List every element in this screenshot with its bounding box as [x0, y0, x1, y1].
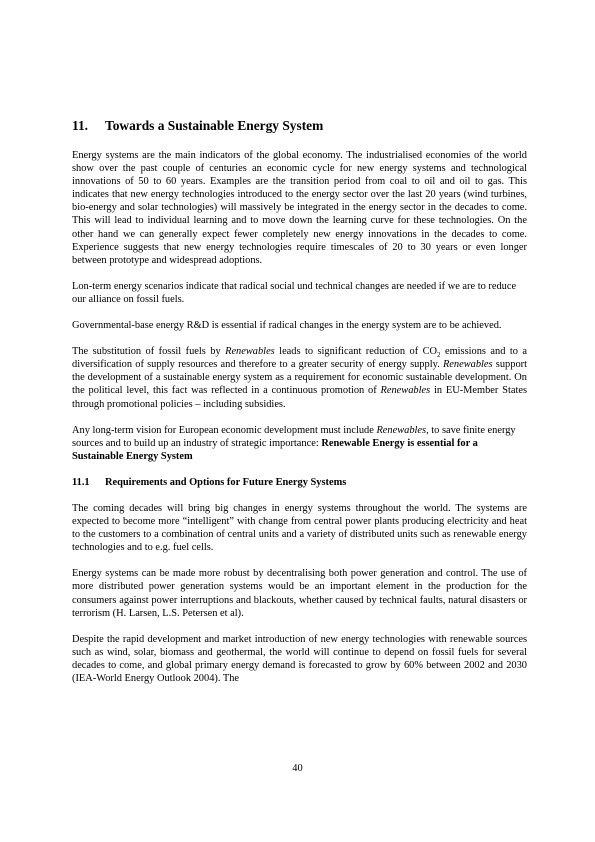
paragraph-substitution	[72, 345, 527, 410]
page-number: 40	[292, 763, 303, 774]
renewables-term: Renewables	[376, 424, 427, 436]
text-run: Any long-term vision for European economic development must include	[72, 424, 377, 436]
subsection-heading	[72, 476, 527, 489]
page-content	[72, 118, 527, 698]
paragraph-coming-decades: The coming decades will bring big changes in energy systems throughout the world. The systems are expected to become more “intelligent” with change from central power plants producing electricity and heat to the customers to a combination of central units and a variety of distributed units such as renewable energy technologies and to e.g. fuel cells.	[72, 502, 527, 554]
section-title: Towards a Sustainable Energy System	[105, 118, 324, 133]
renewables-term: Renewables	[225, 346, 275, 358]
paragraph-robust-systems: Energy systems can be made more robust by decentralising both power generation and control. The use of more distributed power generation systems would be an important element in the production for the consumers against power interruptions and blackouts, whether caused by technical faults, natural disasters or terrorism (H. Larsen, L.S. Petersen et al).	[72, 568, 527, 619]
co2-subscript: 2	[437, 351, 441, 360]
section-heading	[72, 118, 527, 134]
subsection-number: 11.1	[72, 476, 90, 488]
text-run: support the development of a sustainable energy system as a requirement for economic sustainable development. On the political level, this fact was reflected in a continuous promotion of	[72, 359, 527, 397]
section-number: 11.	[72, 118, 88, 133]
renewables-term: Renewables	[442, 359, 493, 371]
key-statement: Renewable Energy is essential for a Sustainable Energy System	[72, 437, 478, 462]
text-run: leads to significant reduction of CO	[274, 346, 438, 358]
paragraph-long-term-scenarios: Lon-term energy scenarios indicate that radical social und technical changes are needed if we are to reduce our alliance on fossil fuels.	[72, 280, 517, 305]
text-run: in EU-Member States through promotional policies – including subsidies.	[72, 385, 527, 410]
paragraph-governmental-rd: Governmental-base energy R&D is essential if radical changes in the energy system are to be achieved.	[72, 320, 502, 332]
paragraph-long-term-vision	[72, 424, 527, 463]
paragraph-energy-cycles: Energy systems are the main indicators of the global economy. The industrialised economies of the world show over the past couple of centuries an economic cycle for new energy systems and technological innovations of 50 to 60 years. Examples are the transition period from coal to oil and oil to gas. This indicates that new energy technologies introduced to the energy sector over the last 20 years (wind turbines, bio-energy and solar technologies) will massively be integrated in the energy sector in the decades to come. This will lead to individual learning and to move down the learning curve for these technologies. On the other hand we can generally expect fewer completely new energy innovations in the decades to come. Experience suggests that new energy technologies require timescales of 20 to 30 years or even longer between prototype and widespread adoptions.	[72, 150, 527, 266]
text-run: , to save finite energy sources and to build up an industry of strategic importance:	[72, 424, 516, 449]
renewables-term: Renewables	[380, 385, 431, 397]
text-run: emissions and to a diversification of supply resources and therefore to a greater security of energy supply.	[72, 346, 527, 371]
text-run: The substitution of fossil fuels by	[72, 346, 226, 358]
paragraph-fossil-dependence: Despite the rapid development and market introduction of new energy technologies with renewable sources such as wind, solar, biomass and geothermal, the world will continue to depend on fossil fuels for several decades to come, and global primary energy demand is forecasted to grow by 60% between 2002 and 2030 (IEA-World Energy Outlook 2004). The	[72, 633, 527, 684]
subsection-title: Requirements and Options for Future Energy Systems	[105, 476, 347, 488]
